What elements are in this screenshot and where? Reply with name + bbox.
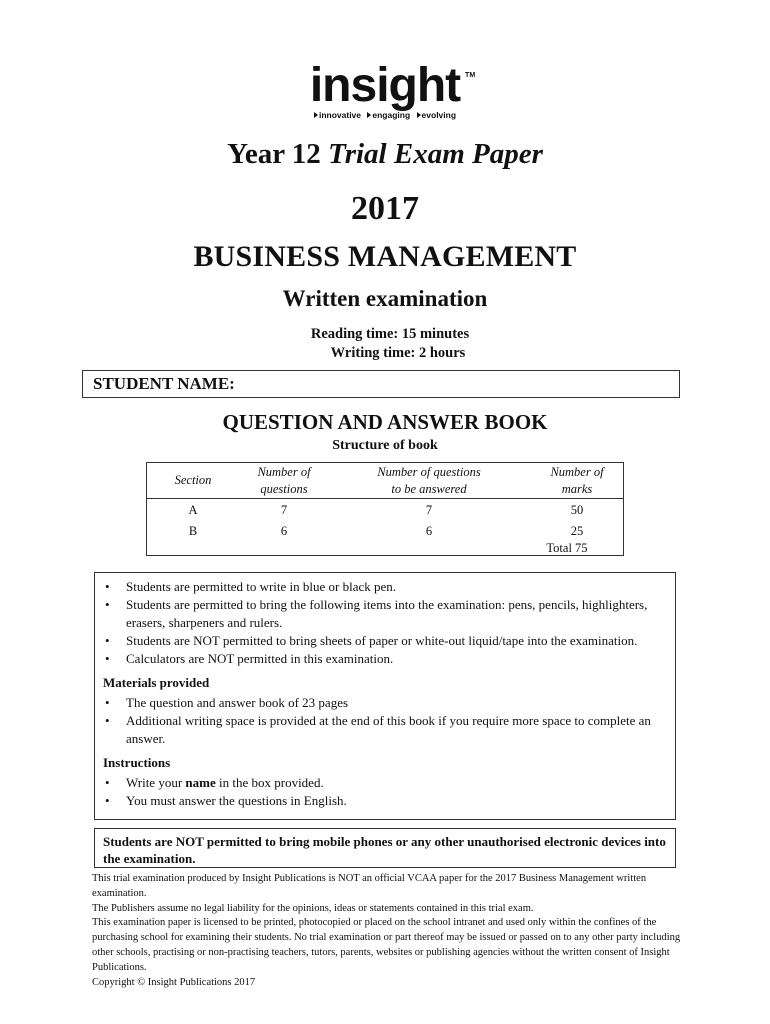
student-name-box[interactable] xyxy=(82,370,680,398)
table-cell-answered: 6 xyxy=(425,524,433,538)
list-item: • The question and answer book of 23 pages xyxy=(95,694,675,712)
structure-heading: Structure of book xyxy=(332,438,438,453)
list-item: • Students are NOT permitted to bring sheets of paper or white-out liquid/tape into the examination. xyxy=(95,632,675,650)
play-arrow-icon xyxy=(417,112,421,118)
insight-logo xyxy=(0,59,770,112)
list-item: • Calculators are NOT permitted in this examination. xyxy=(95,650,675,668)
disclaimer-line: This examination paper is licensed to be printed, photocopied or placed on the school intranet and used only within the confines of the purchasing school for examining their students. No trial examination or part thereof may be issued or passed on to any other party including other schools, practising or non-practising teachers, tutors, parents, websites or publishing agencies without the written consent of Insight Publications. xyxy=(92,917,681,973)
logo-tagline xyxy=(0,110,770,120)
disclaimer xyxy=(92,872,692,976)
copyright: Copyright © Insight Publications 2017 xyxy=(92,977,256,988)
table-cell-marks: 25 xyxy=(570,524,584,538)
trademark-mark: TM xyxy=(465,72,476,79)
tagline-item: innovative xyxy=(314,110,361,120)
table-cell-questions: 7 xyxy=(280,503,288,517)
header-section: Section xyxy=(174,473,212,487)
table-total: Total 75 xyxy=(546,541,588,555)
tagline-item: evolving xyxy=(417,110,456,120)
student-name-label: STUDENT NAME: xyxy=(93,374,235,393)
table-header-rule xyxy=(147,498,623,499)
list-item: • Additional writing space is provided at the end of this book if you require more space to complete an answer. xyxy=(95,712,675,748)
materials-list xyxy=(95,694,675,748)
header-num-questions: Number of questions xyxy=(257,465,311,496)
table-cell-questions: 6 xyxy=(280,524,288,538)
exam-type: Written examination xyxy=(282,286,488,311)
reading-time: Reading time: 15 minutes xyxy=(310,326,470,342)
table-cell-section: A xyxy=(188,503,198,517)
instructions-heading: Instructions xyxy=(103,755,171,770)
tagline-item: engaging xyxy=(367,110,410,120)
instructions-list xyxy=(95,774,675,810)
table-cell-marks: 50 xyxy=(570,503,584,517)
header-marks: Number of marks xyxy=(550,465,604,496)
exam-rules-box xyxy=(94,572,676,820)
subject-title: BUSINESS MANAGEMENT xyxy=(193,240,577,273)
list-item: • You must answer the questions in English. xyxy=(95,792,675,810)
book-heading: QUESTION AND ANSWER BOOK xyxy=(222,410,548,434)
logo-wordmark: insight TM xyxy=(310,62,460,110)
play-arrow-icon xyxy=(314,112,318,118)
structure-table xyxy=(146,462,624,556)
list-item: • Students are permitted to bring the following items into the examination: pens, pencils, highlighters, erasers, sharpeners and rulers. xyxy=(95,596,675,632)
disclaimer-line: The Publishers assume no legal liability for the opinions, ideas or statements contained in this trial exam. xyxy=(92,902,534,914)
table-cell-section: B xyxy=(188,524,198,538)
play-arrow-icon xyxy=(367,112,371,118)
paper-title: Year 12 Trial Exam Paper xyxy=(227,138,543,170)
materials-heading: Materials provided xyxy=(103,675,210,690)
mobile-phone-warning: Students are NOT permitted to bring mobile phones or any other unauthorised electronic devices into the examination. xyxy=(94,828,676,868)
table-cell-answered: 7 xyxy=(425,503,433,517)
exam-year: 2017 xyxy=(351,190,419,227)
disclaimer-line: This trial examination produced by Insight Publications is NOT an official VCAA paper for the 2017 Business Management written examination. xyxy=(92,873,647,899)
writing-time: Writing time: 2 hours xyxy=(330,345,466,361)
list-item: • Students are permitted to write in blue or black pen. xyxy=(95,578,675,596)
list-item: • Write your name in the box provided. xyxy=(95,774,675,792)
header-questions-answered: Number of questions to be answered xyxy=(377,465,481,496)
permissions-list xyxy=(95,578,675,668)
